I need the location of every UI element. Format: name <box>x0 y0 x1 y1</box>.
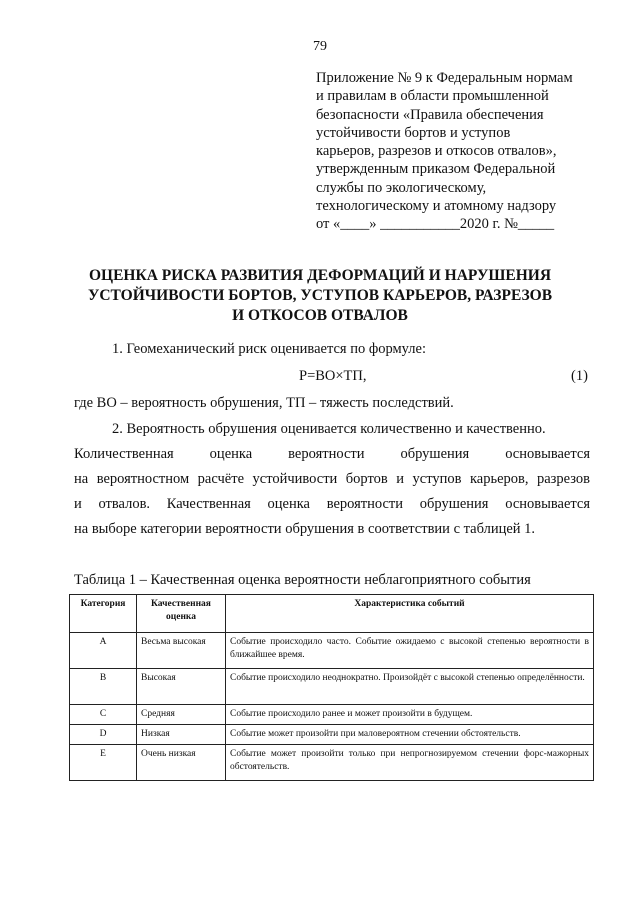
approval-line: карьеров, разрезов и откосов отвалов», <box>316 143 557 160</box>
title-line: УСТОЙЧИВОСТИ БОРТОВ, УСТУПОВ КАРЬЕРОВ, РАЗРЕЗОВ <box>87 287 553 304</box>
header-category: Категория <box>70 595 137 633</box>
category-cell: В <box>70 669 137 705</box>
document-title <box>60 266 580 326</box>
approval-line: устойчивости бортов и уступов <box>316 124 511 141</box>
paragraph-2-line: и отвалов. Качественная оценка вероятности обрушения основывается <box>74 496 590 512</box>
description-cell: Событие происходило ранее и может произойти в будущем. <box>226 705 594 725</box>
description-cell: Событие может произойти только при непрогнозируемом стечении форс-мажорных обстоятельств. <box>226 745 594 781</box>
header-assessment: Качественная оценка <box>137 595 226 633</box>
page-number: 79 <box>313 39 327 54</box>
assessment-cell: Низкая <box>137 725 226 745</box>
paragraph-2-line: 2. Вероятность обрушения оценивается количественно и качественно. <box>112 421 546 437</box>
description-cell: Событие происходило часто. Событие ожидаемо с высокой степенью вероятности в ближайшее время. <box>226 633 594 669</box>
paragraph-2-line: Количественная оценка вероятности обрушения основывается <box>74 446 590 462</box>
assessment-cell: Весьма высокая <box>137 633 226 669</box>
table-row <box>70 669 594 705</box>
paragraph-1: 1. Геомеханический риск оценивается по формуле: <box>112 341 426 357</box>
risk-table <box>69 594 594 781</box>
assessment-cell: Высокая <box>137 669 226 705</box>
approval-line: и правилам в области промышленной <box>316 88 549 105</box>
table-header-row <box>70 595 594 633</box>
header-description: Характеристика событий <box>226 595 594 633</box>
description-cell: Событие может произойти при маловероятном стечении обстоятельств. <box>226 725 594 745</box>
category-cell: А <box>70 633 137 669</box>
paragraph-2-line: на выборе категории вероятности обрушения в соответствии с таблицей 1. <box>74 521 536 537</box>
title-line: И ОТКОСОВ ОТВАЛОВ <box>232 307 408 324</box>
category-cell: D <box>70 725 137 745</box>
formula: Р=ВО×ТП, <box>299 368 367 384</box>
title-line: ОЦЕНКА РИСКА РАЗВИТИЯ ДЕФОРМАЦИЙ И НАРУШЕНИЯ <box>88 267 552 284</box>
assessment-cell: Средняя <box>137 705 226 725</box>
formula-number: (1) <box>571 368 588 384</box>
table-row <box>70 745 594 781</box>
approval-line: технологическому и атомному надзору <box>316 198 557 215</box>
approval-line: безопасности «Правила обеспечения <box>316 106 544 123</box>
approval-line: Приложение № 9 к Федеральным нормам <box>316 70 573 86</box>
paragraph-1-where: где ВО – вероятность обрушения, ТП – тяжесть последствий. <box>74 395 454 411</box>
approval-line: от «____» ___________2020 г. №_____ <box>316 216 555 233</box>
paragraph-2-line: на вероятностном расчёте устойчивости бортов и уступов карьеров, разрезов <box>74 471 590 487</box>
table-row <box>70 705 594 725</box>
assessment-cell: Очень низкая <box>137 745 226 781</box>
description-cell: Событие происходило неоднократно. Произойдёт с высокой степенью определённости. <box>226 669 594 705</box>
table-row <box>70 725 594 745</box>
table-caption: Таблица 1 – Качественная оценка вероятности неблагоприятного события <box>74 572 531 588</box>
approval-line: службы по экологическому, <box>316 179 487 196</box>
category-cell: Е <box>70 745 137 781</box>
approval-line: утвержденным приказом Федеральной <box>316 161 556 178</box>
approval-block <box>316 69 596 234</box>
table-row <box>70 633 594 669</box>
category-cell: С <box>70 705 137 725</box>
